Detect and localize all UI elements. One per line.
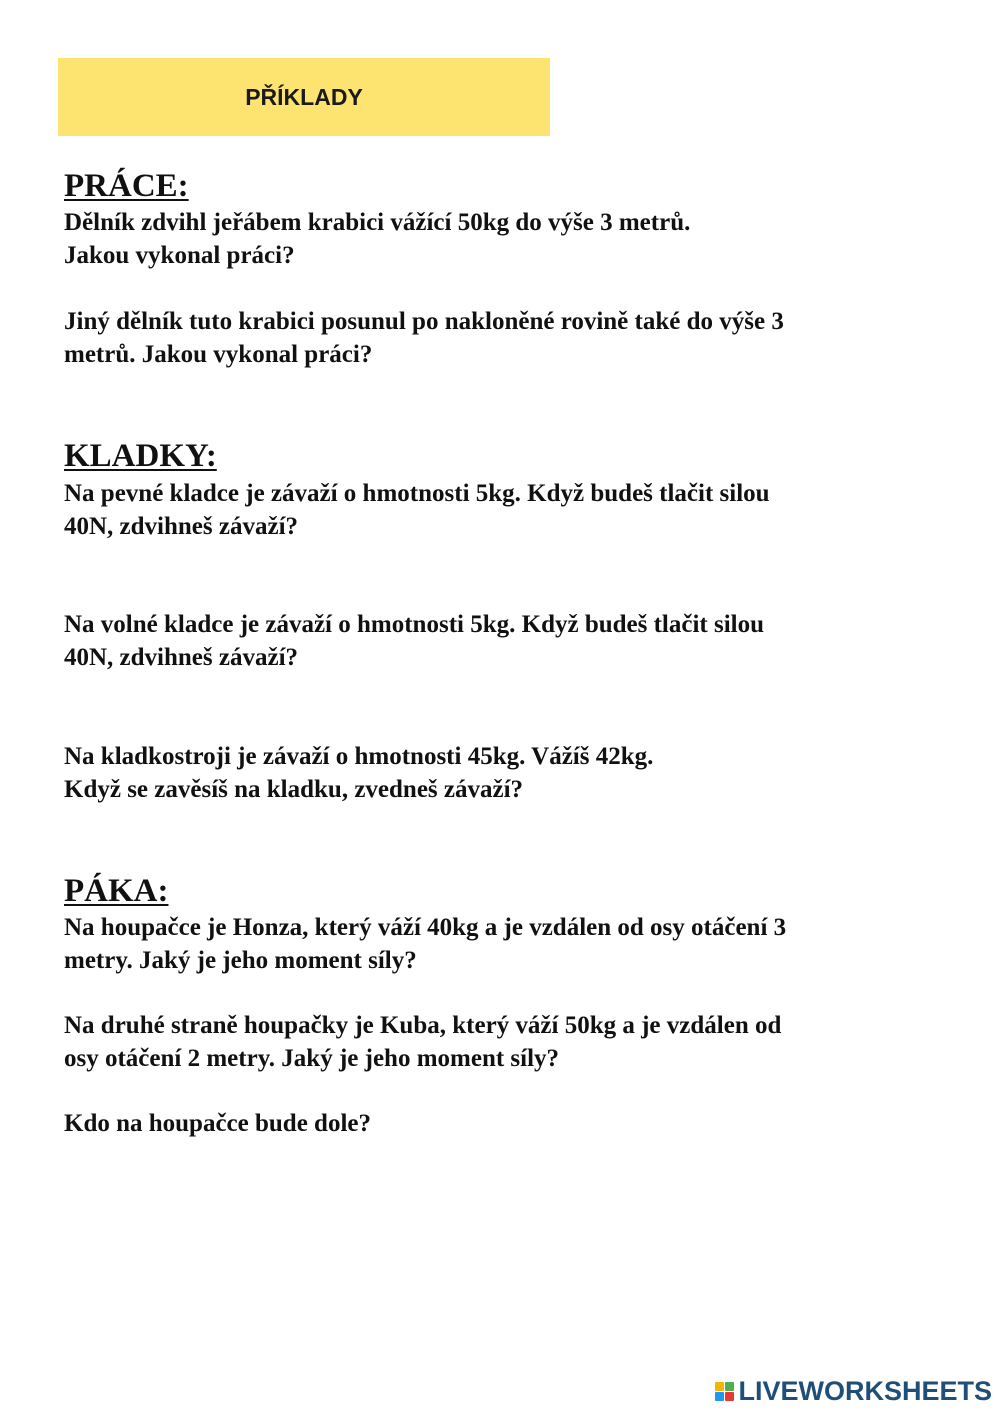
question-line: Na kladkostroji je závaží o hmotnosti 45kg. Vážíš 42kg. (64, 743, 654, 770)
question-line: Na houpačce je Honza, který váží 40kg a je vzdálen od osy otáčení 3 (64, 914, 787, 941)
logo-tile (725, 1382, 734, 1391)
question-line: Na pevné kladce je závaží o hmotnosti 5kg. Když budeš tlačit silou (64, 480, 770, 507)
question-kladky-3 (64, 740, 924, 806)
logo-tile (715, 1382, 724, 1391)
logo-text: LIVEWORKSHEETS (738, 1376, 992, 1406)
logo-tile (725, 1392, 734, 1401)
question-prace-2 (64, 305, 924, 371)
question-kladky-1 (64, 477, 924, 543)
question-line: Jakou vykonal práci? (64, 242, 295, 269)
question-line: 40N, zdvihneš závaží? (64, 644, 299, 671)
question-line: 40N, zdvihneš závaží? (64, 513, 299, 540)
question-prace-1 (64, 206, 924, 272)
page-title: PŘÍKLADY (245, 83, 363, 110)
header-banner (58, 58, 550, 136)
question-line: Dělník zdvihl jeřábem krabici vážící 50kg do výše 3 metrů. (64, 209, 691, 236)
question-line: osy otáčení 2 metry. Jaký je jeho moment síly? (64, 1045, 560, 1072)
question-line: metry. Jaký je jeho moment síly? (64, 947, 417, 974)
liveworksheets-logo[interactable] (715, 1376, 992, 1407)
section-title-prace: PRÁCE: (64, 168, 189, 204)
question-line: Na druhé straně houpačky je Kuba, který váží 50kg a je vzdálen od (64, 1012, 782, 1039)
question-line: Jiný dělník tuto krabici posunul po nakloněné rovině také do výše 3 (64, 308, 784, 335)
question-line: Kdo na houpačce bude dole? (64, 1110, 372, 1137)
section-title-paka: PÁKA: (64, 873, 169, 909)
logo-mark-icon (715, 1382, 734, 1401)
question-line: metrů. Jakou vykonal práci? (64, 341, 373, 368)
question-paka-2 (64, 1009, 924, 1075)
logo-tile (715, 1392, 724, 1401)
question-paka-3 (64, 1107, 924, 1140)
section-title-kladky: KLADKY: (64, 438, 217, 474)
question-line: Když se zavěsíš na kladku, zvedneš závaží? (64, 776, 524, 803)
question-kladky-2 (64, 608, 924, 674)
question-line: Na volné kladce je závaží o hmotnosti 5kg. Když budeš tlačit silou (64, 611, 765, 638)
question-paka-1 (64, 911, 924, 977)
